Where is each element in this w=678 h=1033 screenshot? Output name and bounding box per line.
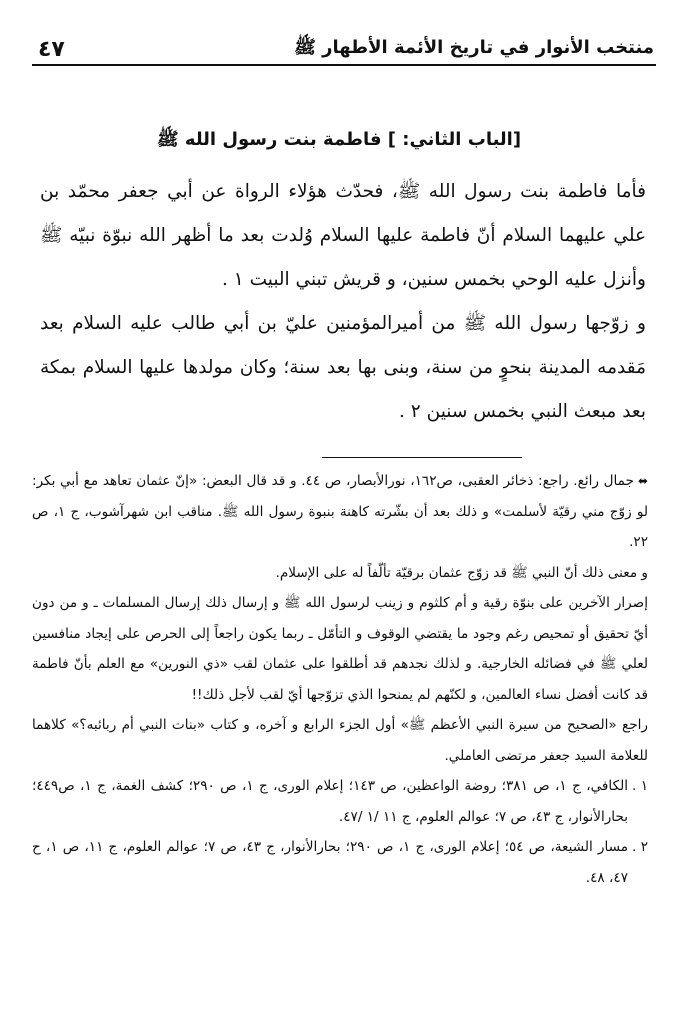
- note-paragraph: [32, 466, 648, 558]
- reference-text: الكافي، ج ١، ص ٣٨١؛ روضة الواعظين، ص ١٤٣؛ إعلام الورى، ج ١، ص ٢٩٠؛ كشف الغمة، ج ١، ص٤٤٩؛ بحارالأنوار، ج ٤٣، ص ٧؛ عوالم العلوم، ج ١١ /١ /٤٧.: [32, 778, 628, 825]
- footnote-marker: ⬌: [637, 474, 648, 488]
- running-header: [38, 32, 654, 62]
- running-header-title: منتخب الأنوار في تاريخ الأئمة الأطهار ﷺ: [294, 37, 654, 58]
- reference-list: [32, 771, 648, 893]
- footnote-rule: [322, 457, 522, 458]
- note-paragraph: راجع «الصحيح من سيرة النبي الأعظم ﷺ» أول الجزء الرابع و آخره، و كتاب «بنات النبي أم ربائبه؟» كلاهما للعلامة السيد جعفر مرتضى العاملي.: [32, 717, 648, 764]
- reference-number: ٢ .: [632, 839, 648, 855]
- note-text: جمال رائع. راجع: ذخائر العقبى، ص١٦٢، نورالأبصار، ص ٤٤. و قد قال البعض: «إنّ عثمان تعاهد مع أبي بكر: لو زوّج مني رقيّة لأسلمت» و ذلك بعد أن بشّرته كاهنة بنبوة رسول الله ﷺ. مناقب ابن شهرآشوب، ج ١، ص ٢٢.: [32, 473, 648, 550]
- paragraph-2: و زوّجها رسول الله ﷺ من أميرالمؤمنين عليّ بن أبي طالب عليه السلام بعد مَقدمه المدينة بنحوٍ من سنة، وبنى بها بعد سنة؛ وكان مولدها عليها السلام بمكة بعد مبعث النبي بخمس سنين ٢ .: [40, 313, 646, 422]
- reference-number: ١ .: [632, 778, 648, 794]
- paragraph-1: فأما فاطمة بنت رسول الله ﷺ، فحدّث هؤلاء الرواة عن أبي جعفر محمّد بن علي عليهما السلام أنّ فاطمة عليها السلام وُلدت بعد ما أظهر الله نبوّة نبيّه ﷺ وأنزل عليه الوحي بخمس سنين، و قريش تبني البيت ١ .: [40, 181, 646, 290]
- reference-item: [32, 771, 648, 832]
- main-text: [40, 170, 646, 434]
- page-number: ٤٧: [38, 37, 65, 62]
- note-paragraph: إصرار الآخرين على بنوّة رقية و أم كلثوم و زينب لرسول الله ﷺ و إرسال ذلك إرسال المسلمات ـ و من دون أيّ تحقيق أو تمحيص رغم وجود ما يقتضي الوقوف و التأمّل ـ ربما يكون راجعاً إلى الحرص على إيجاد منافسين لعلي ﷺ في فضائله الخارجية. و لذلك نجدهم قد أطلقوا على عثمان لقب «ذي النورين» مع العلم بأنّ فاطمة قد كانت أفضل نساء العالمين، و لكنّهم لم يمنحوا الذي تزوّجها أيّ لقب لأجل ذلك!!: [32, 595, 648, 703]
- header-rule: [32, 64, 656, 66]
- chapter-title: [الباب الثاني: ] فاطمة بنت رسول الله ﷺ: [156, 129, 522, 150]
- note-paragraph: و معنى ذلك أنّ النبي ﷺ قد زوّج عثمان برقيّة تألّفاً له على الإسلام.: [275, 564, 648, 581]
- reference-text: مسار الشيعة، ص ٥٤؛ إعلام الورى، ج ١، ص ٢٩٠؛ بحارالأنوار، ج ٤٣، ص ٧؛ عوالم العلوم، ج ١١، ص ١، ح ٤٧، ٤٨.: [32, 839, 629, 886]
- footnotes: [32, 466, 648, 893]
- reference-item: [32, 832, 648, 893]
